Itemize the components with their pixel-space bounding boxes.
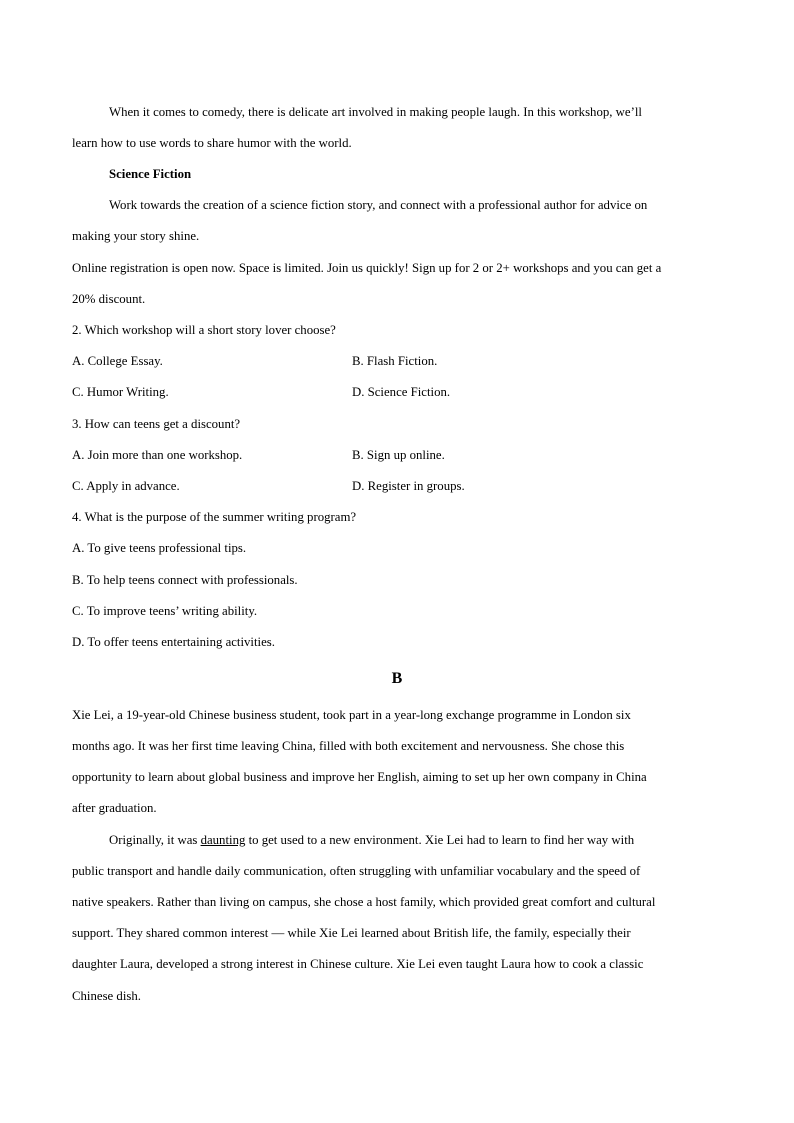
question-2-option-a: A. College Essay. bbox=[72, 354, 163, 368]
question-3-option-d: D. Register in groups. bbox=[352, 479, 465, 493]
question-4-option-c: C. To improve teens’ writing ability. bbox=[72, 604, 258, 618]
part-b-paragraph-2-line-2: public transport and handle daily communication, often struggling with unfamiliar vocabulary and the speed of bbox=[72, 864, 641, 878]
part-b-paragraph-2-line-4: support. They shared common interest — while Xie Lei learned about British life, the family, especially their bbox=[72, 926, 631, 940]
question-2-stem: 2. Which workshop will a short story lover choose? bbox=[72, 323, 336, 337]
question-4-option-d: D. To offer teens entertaining activities. bbox=[72, 635, 275, 649]
question-4-stem: 4. What is the purpose of the summer writing program? bbox=[72, 510, 357, 524]
part-b-paragraph-1-line-4: after graduation. bbox=[72, 801, 157, 815]
section-b-heading: B bbox=[391, 670, 403, 687]
underlined-word-daunting: daunting bbox=[200, 833, 246, 847]
science-fiction-description-line-1: Work towards the creation of a science fiction story, and connect with a professional author for advice on bbox=[109, 198, 648, 212]
question-2-option-b: B. Flash Fiction. bbox=[352, 354, 438, 368]
question-3-option-c: C. Apply in advance. bbox=[72, 479, 180, 493]
registration-line-1: Online registration is open now. Space is limited. Join us quickly! Sign up for 2 or 2+ workshops and you can get a bbox=[72, 261, 662, 275]
part-b-paragraph-1-line-3: opportunity to learn about global business and improve her English, aiming to set up her own company in China bbox=[72, 770, 647, 784]
humor-writing-description-line-2: learn how to use words to share humor with the world. bbox=[72, 136, 352, 150]
question-3-option-a: A. Join more than one workshop. bbox=[72, 448, 243, 462]
part-b-paragraph-1-line-2: months ago. It was her first time leaving China, filled with both excitement and nervousness. She chose this bbox=[72, 739, 625, 753]
part-b-paragraph-2-line-5: daughter Laura, developed a strong interest in Chinese culture. Xie Lei even taught Laura how to cook a classic bbox=[72, 957, 644, 971]
paragraph-2-intro-text: Originally, it was bbox=[109, 833, 201, 847]
part-b-paragraph-2-line-1 bbox=[109, 832, 634, 848]
question-4-option-b: B. To help teens connect with professionals. bbox=[72, 573, 298, 587]
question-2-option-d: D. Science Fiction. bbox=[352, 385, 451, 399]
science-fiction-description-line-2: making your story shine. bbox=[72, 229, 200, 243]
question-3-stem: 3. How can teens get a discount? bbox=[72, 417, 241, 431]
part-b-paragraph-2-line-3: native speakers. Rather than living on campus, she chose a host family, which provided great comfort and cultural bbox=[72, 895, 656, 909]
question-3-option-b: B. Sign up online. bbox=[352, 448, 445, 462]
question-2-option-c: C. Humor Writing. bbox=[72, 385, 169, 399]
question-4-option-a: A. To give teens professional tips. bbox=[72, 541, 247, 555]
part-b-paragraph-2-line-6: Chinese dish. bbox=[72, 989, 141, 1003]
registration-line-2: 20% discount. bbox=[72, 292, 146, 306]
part-b-paragraph-1-line-1: Xie Lei, a 19-year-old Chinese business student, took part in a year-long exchange programme in London six bbox=[72, 708, 631, 722]
science-fiction-title: Science Fiction bbox=[109, 167, 192, 181]
paragraph-2-line-1-rest: to get used to a new environment. Xie Lei had to learn to find her way with bbox=[245, 833, 635, 847]
humor-writing-description-line-1: When it comes to comedy, there is delicate art involved in making people laugh. In this workshop, we’ll bbox=[109, 105, 642, 119]
